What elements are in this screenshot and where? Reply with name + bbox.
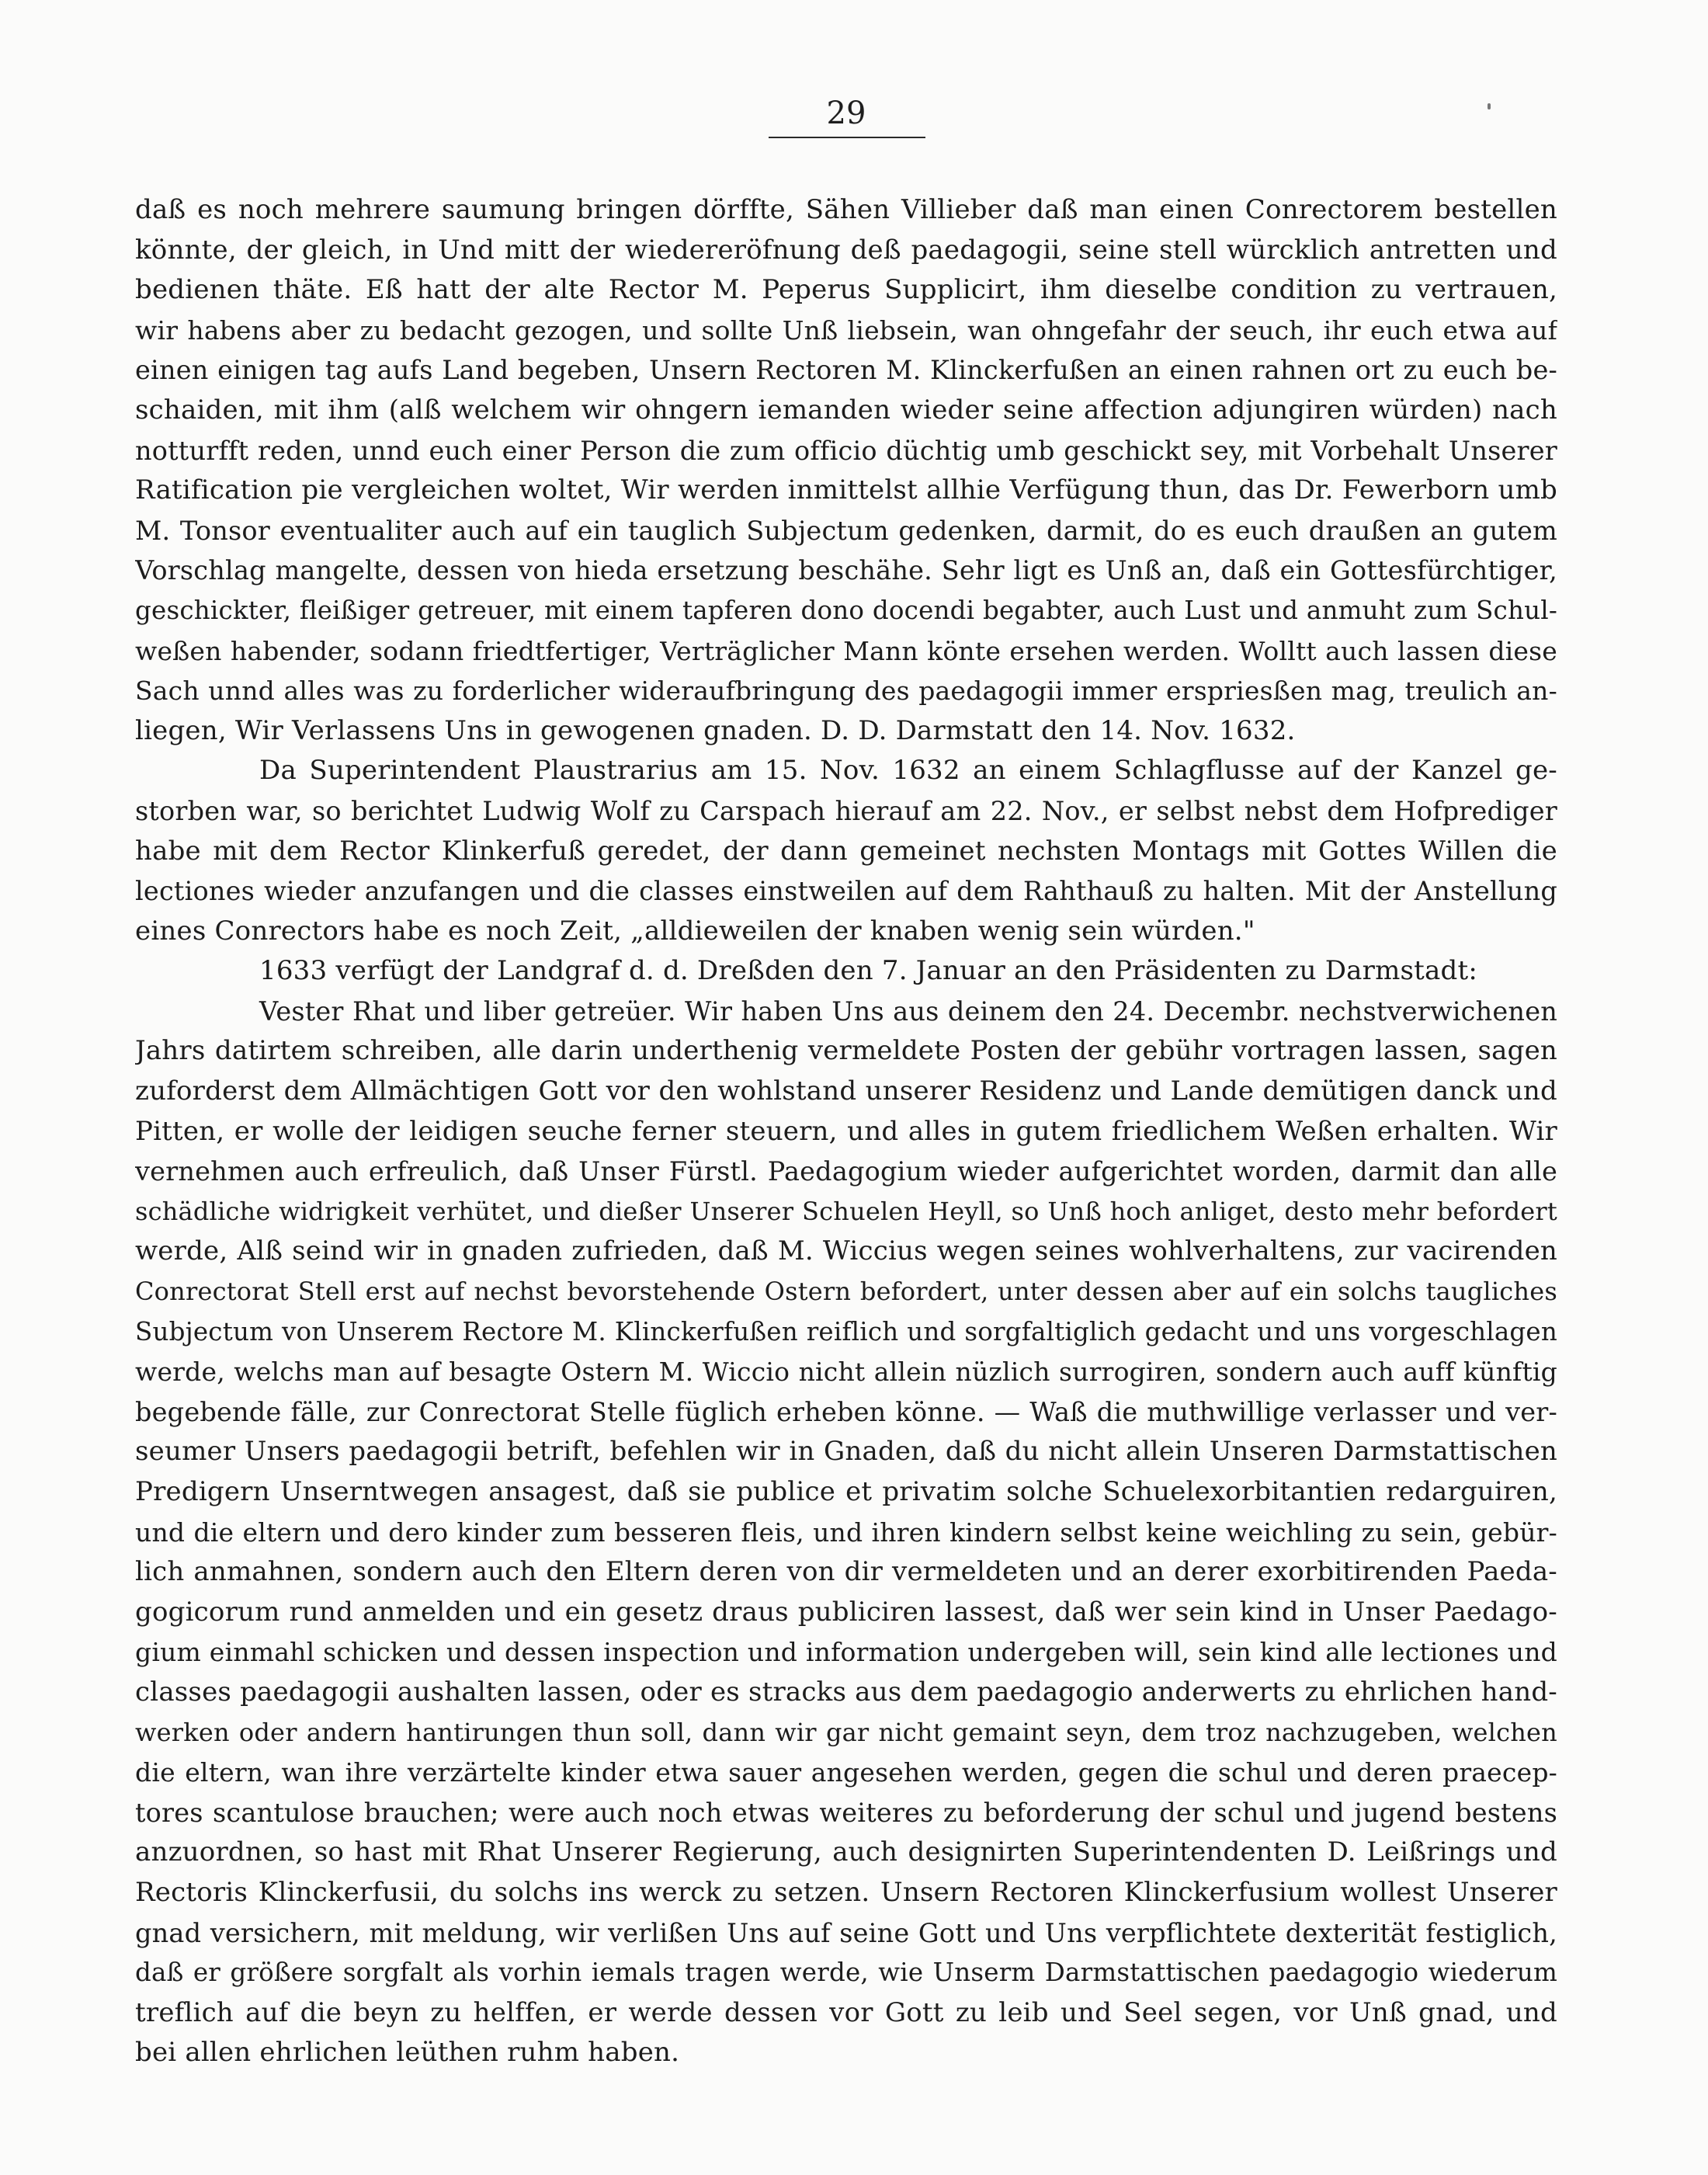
text-line: treflich auf die beyn zu helffen, er werde dessen vor Gott zu leib und Seel segen, vor Unß gnad, und [135, 1996, 1557, 2028]
text-line: seumer Unsers paedagogii betrift, befehlen wir in Gnaden, daß du nicht allein Unseren Darmstattischen [135, 1436, 1557, 1468]
text-line: tores scantulose brauchen; were auch noch etwas weiteres zu beforderung der schul und jugend bestens [135, 1797, 1557, 1828]
text-line: geschickter, fleißiger getreuer, mit einem tapferen dono docendi begabter, auch Lust und anmuht zum Schul- [135, 595, 1557, 625]
text-line: bei allen ehrlichen leüthen ruhm haben. [135, 2037, 680, 2069]
text-line: classes paedagogii aushalten lassen, oder es stracks aus dem paedagogio anderwerts zu ehrlichen hand- [135, 1676, 1557, 1708]
text-line: und die eltern und dero kinder zum besseren fleis, und ihren kindern selbst keine weichling zu sein, gebür- [135, 1517, 1557, 1548]
page-number: 29 [826, 96, 866, 131]
text-line: wir habens aber zu bedacht gezogen, und sollte Unß liebsein, wan ohngefahr der seuch, ihr euch etwa auf [135, 314, 1557, 346]
text-line: Vorschlag mangelte, dessen von hieda ersetzung beschähe. Sehr ligt es Unß an, daß ein Gottesfürchtiger, [135, 555, 1557, 586]
text-line: werde, Alß seind wir in gnaden zufrieden, daß M. Wiccius wegen seines wohlverhaltens, zur vacirenden [135, 1235, 1557, 1267]
text-line: zuforderst dem Allmächtigen Gott vor den wohlstand unserer Residenz und Lande demütigen danck und [135, 1075, 1557, 1107]
text-line: 1633 verfügt der Landgraf d. d. Dreßden den 7. Januar an den Präsidenten zu Darmstadt: [259, 955, 1477, 987]
text-line: schaiden, mit ihm (alß welchem wir ohngern iemanden wieder seine affection adjungiren würden) nach [135, 394, 1557, 426]
text-line: Subjectum von Unserem Rectore M. Klinckerfußen reiflich und sorgfaltiglich gedacht und uns vorgeschlagen [135, 1316, 1557, 1346]
text-line: Sach unnd alles was zu forderlicher wideraufbringung des paedagogii immer erspriesßen mag, treulich an- [135, 676, 1557, 707]
text-line: Pitten, er wolle der leidigen seuche ferner steuern, und alles in gutem friedlichem Weßen erhalten. Wir [135, 1115, 1557, 1147]
text-line: daß es noch mehrere saumung bringen dörffte, Sähen Villieber daß man einen Conrectorem bestellen [135, 194, 1557, 225]
text-line: werken oder andern hantirungen thun soll, dann wir gar nicht gemaint seyn, dem troz nachzugeben, welchen [135, 1717, 1557, 1747]
text-line: Jahrs datirtem schreiben, alle darin underthenig vermeldete Posten der gebühr vortragen lassen, sagen [135, 1035, 1557, 1067]
text-line: lich anmahnen, sondern auch den Eltern deren von dir vermeldeten und an derer exorbitirenden Paeda- [135, 1556, 1557, 1588]
text-line: gogicorum rund anmelden und ein gesetz draus publiciren lassest, daß wer sein kind in Unser Paedago- [135, 1596, 1557, 1628]
header-rule [769, 137, 925, 138]
text-line: M. Tonsor eventualiter auch auf ein tauglich Subjectum gedenken, darmit, do es euch draußen an gutem [135, 515, 1557, 546]
scan-speck [1488, 103, 1491, 109]
text-line: gnad versichern, mit meldung, wir verlißen Uns auf seine Gott und Uns verpflichtete dexterität festiglich, [135, 1917, 1557, 1948]
text-line: lectiones wieder anzufangen und die classes einstweilen auf dem Rahthauß zu halten. Mit der Anstellung [135, 876, 1557, 907]
text-line: begebende fälle, zur Conrectorat Stelle füglich erheben könne. — Waß die muthwillige verlasser und ver- [135, 1396, 1557, 1427]
text-line: weßen habender, sodann friedtfertiger, Verträglicher Mann könte ersehen werden. Wolltt auch lassen diese [135, 635, 1557, 666]
text-line: liegen, Wir Verlassens Uns in gewogenen gnaden. D. D. Darmstatt den 14. Nov. 1632. [135, 714, 1296, 746]
text-line: eines Conrectors habe es noch Zeit, „alldieweilen der knaben wenig sein würden." [135, 915, 1255, 947]
text-line: bedienen thäte. Eß hatt der alte Rector M. Peperus Supplicirt, ihm dieselbe condition zu vertrauen, [135, 274, 1557, 306]
text-line: storben war, so berichtet Ludwig Wolf zu Carspach hierauf am 22. Nov., er selbst nebst dem Hofprediger [135, 795, 1557, 826]
text-line: Ratification pie vergleichen woltet, Wir werden inmittelst allhie Verfügung thun, das Dr. Fewerborn umb [135, 474, 1557, 506]
text-line: Vester Rhat und liber getreüer. Wir haben Uns aus deinem den 24. Decembr. nechstverwichenen [259, 995, 1557, 1027]
text-line: daß er größere sorgfalt als vorhin iemals tragen werde, wie Unserm Darmstattischen paedagogio wiederum [135, 1958, 1557, 1988]
text-line: habe mit dem Rector Klinkerfuß geredet, der dann gemeinet nechsten Montags mit Gottes Willen die [135, 835, 1557, 867]
text-line: werde, welchs man auf besagte Ostern M. Wiccio nicht allein nüzlich surrogiren, sondern auch auff künftig [135, 1357, 1557, 1388]
text-line: Conrectorat Stell erst auf nechst bevorstehende Ostern befordert, unter dessen aber auf ein solchs taugliches [135, 1277, 1557, 1307]
text-line: die eltern, wan ihre verzärtelte kinder etwa sauer angesehen werden, gegen die schul und deren praecep- [135, 1757, 1557, 1788]
text-line: anzuordnen, so hast mit Rhat Unserer Regierung, auch designirten Superintendenten D. Leißrings und [135, 1836, 1557, 1868]
text-line: Da Superintendent Plaustrarius am 15. Nov. 1632 an einem Schlagflusse auf der Kanzel ge- [259, 755, 1557, 787]
body-text [135, 190, 1557, 2073]
text-line: vernehmen auch erfreulich, daß Unser Fürstl. Paedagogium wieder aufgerichtet worden, darmit dan alle [135, 1156, 1557, 1187]
text-line: schädliche widrigkeit verhütet, und dießer Unserer Schuelen Heyll, so Unß hoch anliget, desto mehr befordert [135, 1196, 1557, 1226]
text-line: einen einigen tag aufs Land begeben, Unsern Rectoren M. Klinckerfußen an einen rahnen ort zu euch be- [135, 355, 1557, 386]
text-line: Rectoris Klinckerfusii, du solchs ins werck zu setzen. Unsern Rectoren Klinckerfusium wollest Unserer [135, 1876, 1557, 1908]
text-line: Predigern Unserntwegen ansagest, daß sie publice et privatim solche Schuelexorbitantien redarguiren, [135, 1476, 1557, 1507]
text-line: könnte, der gleich, in Und mitt der wiedereröfnung deß paedagogii, seine stell würcklich antretten und [135, 234, 1557, 266]
text-line: gium einmahl schicken und dessen inspection und information undergeben will, sein kind alle lectiones und [135, 1637, 1557, 1668]
text-line: notturfft reden, unnd euch einer Person die zum officio düchtig umb geschickt sey, mit Vorbehalt Unserer [135, 435, 1557, 466]
